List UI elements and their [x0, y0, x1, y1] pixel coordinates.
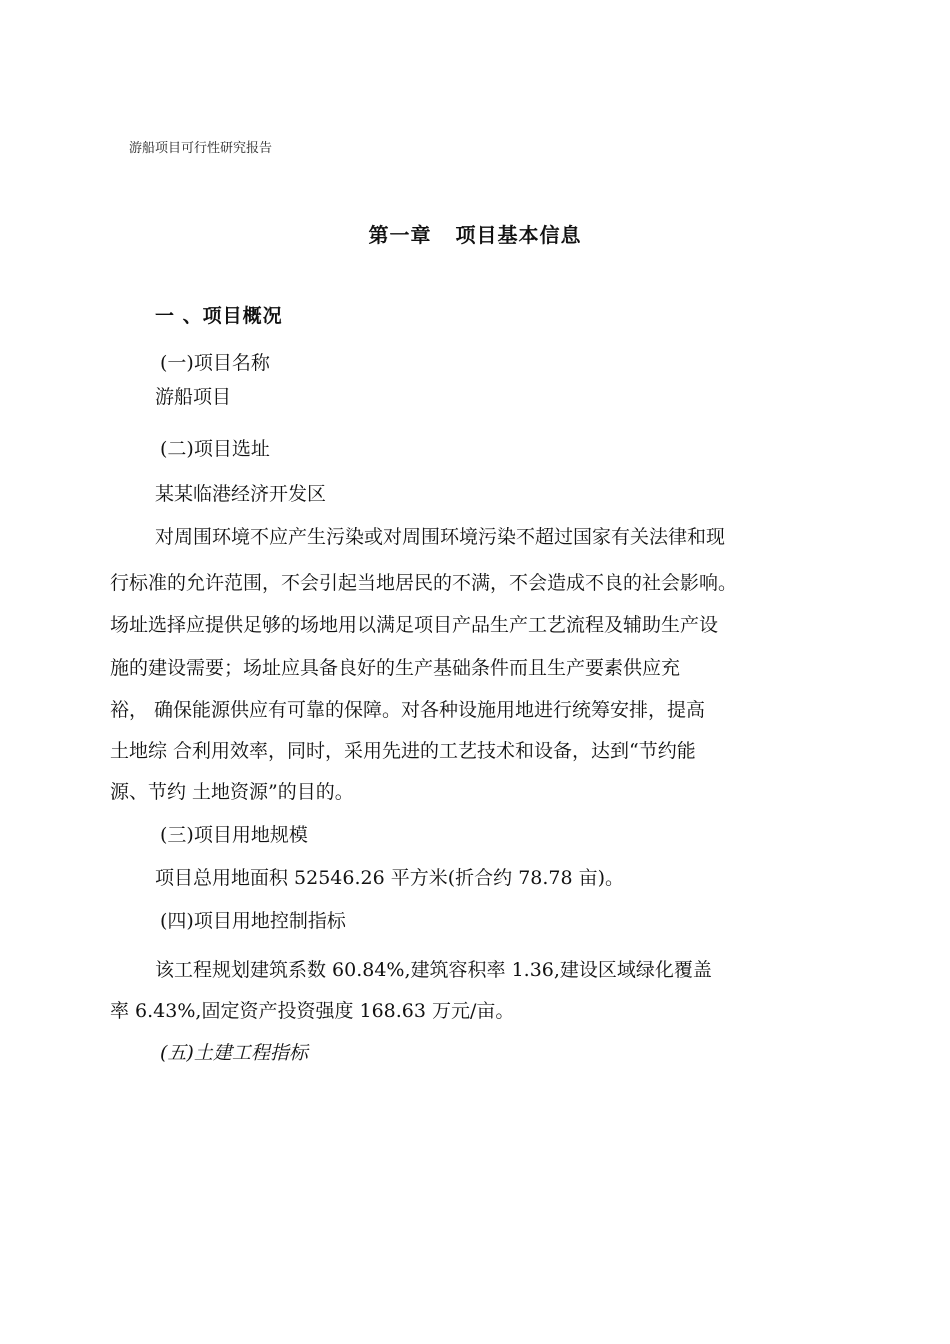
chapter-number: 第一章 — [368, 223, 432, 247]
chapter-title — [0, 219, 950, 248]
section-heading: 一 、项目概况 — [155, 305, 283, 327]
site-para-line: 裕， 确保能源供应有可靠的保障。对各种设施用地进行统筹安排，提高 — [110, 699, 706, 721]
site-para-line: 土地综 合利用效率，同时，采用先进的工艺技术和设备，达到“节约能 — [110, 740, 696, 762]
control-para-line: 率 6.43%,固定资产投资强度 168.63 万元/亩。 — [110, 1000, 515, 1022]
item-name-heading: (一)项目名称 — [160, 352, 270, 374]
item-scale-value: 项目总用地面积 52546.26 平方米(折合约 78.78 亩)。 — [155, 867, 625, 889]
control-para-line: 该工程规划建筑系数 60.84%,建筑容积率 1.36,建设区域绿化覆盖 — [155, 959, 712, 981]
site-para-line: 施的建设需要；场址应具备良好的生产基础条件而且生产要素供应充 — [110, 657, 681, 679]
item-name-value: 游船项目 — [155, 386, 232, 408]
item-site-heading: (二)项目选址 — [160, 438, 270, 460]
site-para-line: 对周围环境不应产生污染或对周围环境污染不超过国家有关法律和现 — [155, 526, 726, 548]
item-scale-heading: (三)项目用地规模 — [160, 824, 308, 846]
site-para-line: 源、节约 土地资源”的目的。 — [110, 781, 354, 803]
item-civil-heading: (五)土建工程指标 — [160, 1042, 308, 1064]
site-para-line: 行标准的允许范围，不会引起当地居民的不满，不会造成不良的社会影响。 — [110, 572, 738, 594]
chapter-name: 项目基本信息 — [455, 223, 582, 247]
item-control-heading: (四)项目用地控制指标 — [160, 910, 346, 932]
item-site-value: 某某临港经济开发区 — [155, 483, 327, 505]
running-header: 游船项目可行性研究报告 — [129, 141, 273, 156]
site-para-line: 场址选择应提供足够的场地用以满足项目产品生产工艺流程及辅助生产设 — [110, 614, 719, 636]
